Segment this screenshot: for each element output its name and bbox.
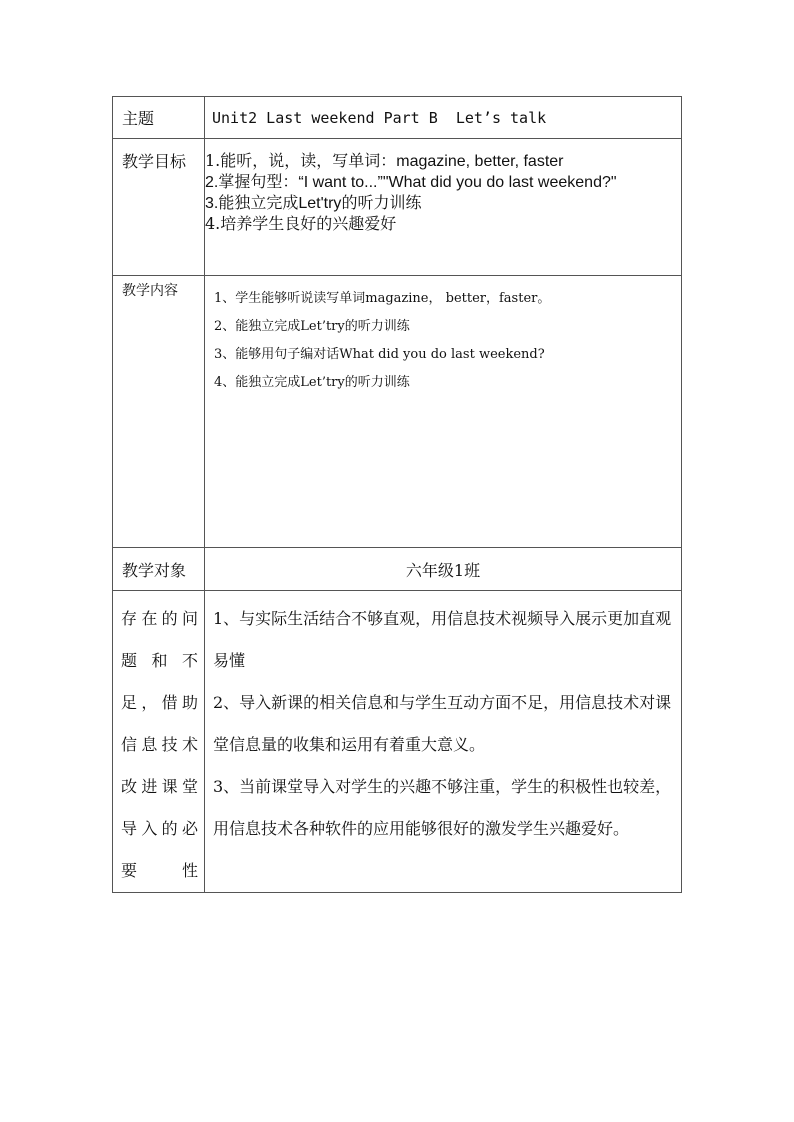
issues-label: 存在的问 题 和 不 足，借助 信息技术 改进课堂 导入的必 要性 <box>113 591 205 893</box>
content-item: 3、能够用句子编对话What did you do last weekend? <box>214 347 545 362</box>
issue-paragraph: 2、导入新课的相关信息和与学生互动方面不足，用信息技术对课堂信息量的收集和运用有着重大意义。 <box>213 693 672 754</box>
content-item: 2、能独立完成Let’try的听力训练 <box>214 319 410 334</box>
goal-item: 3.能独立完成Let'try的听力训练 <box>205 193 422 212</box>
goal-item: 4.培养学生良好的兴趣爱好 <box>205 214 397 233</box>
goal-item: 1.能听，说，读，写单词：magazine, better, faster <box>205 151 564 170</box>
row-issues <box>113 591 682 893</box>
target-label: 教学对象 <box>113 548 205 591</box>
issue-paragraph: 3、当前课堂导入对学生的兴趣不够注重，学生的积极性也较差，用信息技术各种软件的应用能够很好的激发学生兴趣爱好。 <box>213 777 672 838</box>
topic-value: Unit2 Last weekend Part B Let’s talk <box>205 97 682 139</box>
content-item: 1、学生能够听说读写单词magazine， better，faster。 <box>214 291 551 306</box>
row-target <box>113 548 682 591</box>
goal-item: 2.掌握句型：“I want to...”"What did you do last weekend?" <box>205 172 617 191</box>
content-list <box>205 276 682 548</box>
goals-label: 教学目标 <box>113 139 205 276</box>
lesson-plan-table <box>112 96 682 893</box>
goals-list <box>205 139 682 276</box>
issue-paragraph: 1、与实际生活结合不够直观，用信息技术视频导入展示更加直观易懂 <box>213 609 672 670</box>
content-label: 教学内容 <box>113 276 205 548</box>
target-value: 六年级1班 <box>205 548 682 591</box>
topic-label: 主题 <box>113 97 205 139</box>
row-goals <box>113 139 682 276</box>
row-content <box>113 276 682 548</box>
issues-text <box>205 591 682 893</box>
content-item: 4、能独立完成Let’try的听力训练 <box>214 375 410 390</box>
row-topic <box>113 97 682 139</box>
